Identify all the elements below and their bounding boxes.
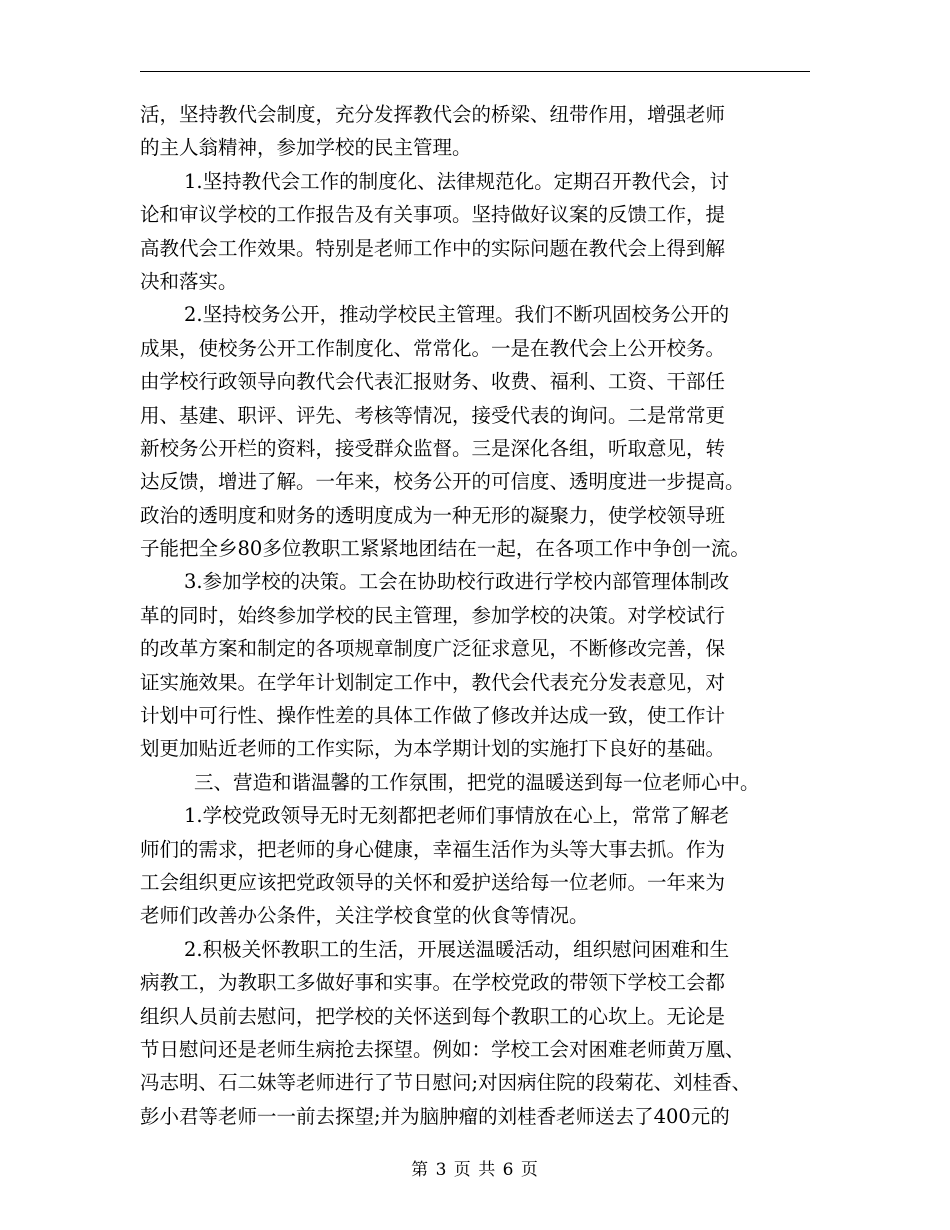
text-line: 节日慰问还是老师生病抢去探望。例如：学校工会对困难老师黄万凰、 xyxy=(140,1037,745,1061)
text-lines xyxy=(140,98,820,1133)
text-line: 工会组织更应该把党政领导的关怀和爱护送给每一位老师。一年来为 xyxy=(140,870,726,894)
text-line: 论和审议学校的工作报告及有关事项。坚持做好议案的反馈工作，提 xyxy=(140,203,726,227)
text-line: 2.积极关怀教职工的生活，开展送温暖活动，组织慰问困难和生 xyxy=(184,937,730,961)
text-line: 由学校行政领导向教代会代表汇报财务、收费、福利、工资、干部任 xyxy=(140,370,726,394)
text-line: 老师们改善办公条件，关注学校食堂的伙食等情况。 xyxy=(140,904,589,928)
page-number: 第 3 页 共 6 页 xyxy=(411,1160,539,1180)
text-line: 计划中可行性、操作性差的具体工作做了修改并达成一致，使工作计 xyxy=(140,704,726,728)
text-line: 决和落实。 xyxy=(140,269,238,293)
text-line: 用、基建、职评、评先、考核等情况，接受代表的询问。二是常常更 xyxy=(140,403,726,427)
text-line: 1.坚持教代会工作的制度化、法律规范化。定期召开教代会，讨 xyxy=(184,169,730,193)
text-line: 子能把全乡80多位教职工紧紧地团结在一起，在各项工作中争创一流。 xyxy=(140,537,750,561)
text-line: 新校务公开栏的资料，接受群众监督。三是深化各组，听取意见，转 xyxy=(140,436,726,460)
text-line: 的改革方案和制定的各项规章制度广泛征求意见，不断修改完善，保 xyxy=(140,637,726,661)
document-body xyxy=(140,98,820,1133)
text-line: 达反馈，增进了解。一年来，校务公开的可信度、透明度进一步提高。 xyxy=(140,470,745,494)
text-line: 政治的透明度和财务的透明度成为一种无形的凝聚力，使学校领导班 xyxy=(140,503,726,527)
text-line: 冯志明、石二妹等老师进行了节日慰问;对因病住院的段菊花、刘桂香、 xyxy=(140,1071,752,1095)
text-line: 高教代会工作效果。特别是老师工作中的实际问题在教代会上得到解 xyxy=(140,236,726,260)
text-line: 划更加贴近老师的工作实际，为本学期计划的实施打下良好的基础。 xyxy=(140,737,726,761)
text-line: 成果，使校务公开工作制度化、常常化。一是在教代会上公开校务。 xyxy=(140,336,726,360)
text-line: 师们的需求，把老师的身心健康，幸福生活作为头等大事去抓。作为 xyxy=(140,837,726,861)
text-line: 的主人翁精神，参加学校的民主管理。 xyxy=(140,136,472,160)
text-line: 组织人员前去慰问，把学校的关怀送到每个教职工的心坎上。无论是 xyxy=(140,1004,726,1028)
text-line: 三、营造和谐温馨的工作氛围，把党的温暖送到每一位老师心中。 xyxy=(194,770,760,794)
text-line: 2.坚持校务公开，推动学校民主管理。我们不断巩固校务公开的 xyxy=(184,303,730,327)
text-line: 病教工，为教职工多做好事和实事。在学校党政的带领下学校工会都 xyxy=(140,971,726,995)
text-line: 活，坚持教代会制度，充分发挥教代会的桥梁、纽带作用，增强老师 xyxy=(140,103,726,126)
text-line: 1.学校党政领导无时无刻都把老师们事情放在心上，常常了解老 xyxy=(184,804,730,828)
header-rule xyxy=(140,71,810,72)
text-line: 彭小君等老师一一前去探望;并为脑肿瘤的刘桂香老师送去了400元的 xyxy=(140,1104,730,1128)
text-line: 3.参加学校的决策。工会在协助校行政进行学校内部管理体制改 xyxy=(184,570,730,594)
text-line: 革的同时，始终参加学校的民主管理，参加学校的决策。对学校试行 xyxy=(140,603,726,627)
text-line: 证实施效果。在学年计划制定工作中，教代会代表充分发表意见，对 xyxy=(140,670,726,694)
